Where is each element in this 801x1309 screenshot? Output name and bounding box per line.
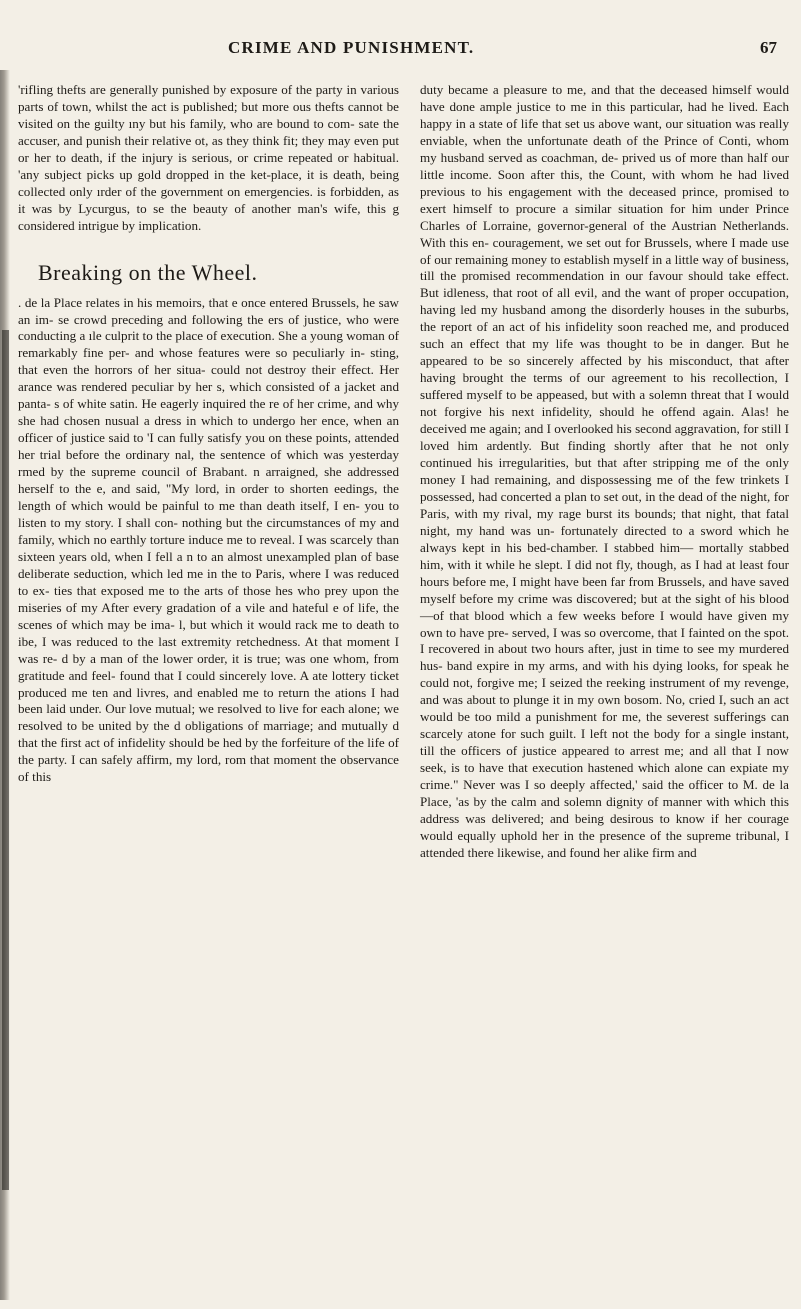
page-number: 67 bbox=[760, 38, 777, 57]
section-heading: Breaking on the Wheel. bbox=[38, 259, 258, 285]
paragraph-continuation: duty became a pleasure to me, and that the deceased himself would have done ample justice to me in this particular, had he lived. Each happy in a state of life that set us above want, our situation was really enviable, when the unfortunate death of the Prince of Conti, whom my husband served as coachman, de- prived us of more than half our little income. Soon after this, the Count, with whom he had lived previous to his engagement with the deceased prince, promised to exert himself to procure a similar situation for him under Prince Charles of Lorraine, governor-general of the Austrian Netherlands. With this en- couragement, we set out for Brussels, where I made use of our remaining money to establish myself in a little way of business, till the promised recommendation in our favour should take effect. But idleness, that root of all evil, and the want of proper occupation, having led my husband among the disorderly houses in the suburbs, the report of an act of his infidelity soon reached me, and produced such an effect that my life was thought to be in danger. But he appeared to be so sincerely affected by his misconduct, that after having brought the terms of our agreement to his recollection, I suffered myself to be appeased, but with a solemn threat that I would not forgive his next infidelity, should he offend again. Alas! he deceived me again; and I overlooked his second aggravation, for still I loved him ardently. But finding shortly after that he not only continued his irregularities, but that after stripping me of the only money I had remaining, and dispossessing me of the few trinkets I possessed, had concerted a plan to set out, in the dead of the night, for Paris, with my rival, my rage burst its bounds; that night, that fatal night, my hand was un- fortunately directed to a sword which he always kept in his bed-chamber. I stabbed him— mortally stabbed him, with it while he slept. I did not fly, though, as I had at least four hours before me, I might have been far from Brussels, and have saved myself before my crime was discovered; but at the sight of his blood—of that blood which a few weeks before I would have given my own to have pre- served, I was so overcome, that I fainted on the spot. I recovered in about two hours after, just in time to see my murdered hus- band expire in my arms, and with his dying looks, for speak he could not, forgive me; I seized the reeking instrument of my revenge, and was about to plunge it in my own bosom. No, cried I, such an act would be too mild a punishment for me, the severest sufferings can scarcely atone for such guilt. I left not the body for a single instant, till the officers of justice appeared to arrest me; and all that I now seek, is to have that execution hastened which alone can expiate my crime." Never was I so deeply affected,' said the officer to M. de la Place, 'as by the calm and solemn dignity of manner with which this address was delivered; and being desirous to know if her courage would equally uphold her in the presence of the supreme tribunal, I attended there likewise, and found her alike firm and bbox=[420, 82, 789, 860]
paragraph-de-la-place: . de la Place relates in his memoirs, that e once entered Brussels, he saw an im- se crowd preceding and following the ers of justice, who were conducting a ıle culprit to the place of execution. She a young woman of remarkably fine per- and whose features were so peculiarly in- sting, that even the horrors of her situa- could not destroy their effect. Her arance was rendered peculiar by her s, which consisted of a jacket and panta- s of white satin. He eagerly inquired the re of her crime, and why she had chosen nusual a dress in which to undergo her ence, when an officer of justice said to 'I can fully satisfy you on these points, attended her trial before the ordinary nal, the sentence of which was yesterday rmed by the supreme council of Brabant. n arraigned, she addressed herself to the e, and said, "My lord, in order to shorten eedings, the length of which would be painful to me than death itself, I en- you to listen to my story. I shall con- nothing but the circumstances of my and family, which no earthly torture induce me to reveal. I was scarcely than sixteen years old, when I fell a n to an almost unexampled plan of base deliberate seduction, which led me in the to Paris, where I was reduced to ex- ties that exposed me to the arts of those hes who prey upon the miseries of my After every gradation of a vile and hateful e of life, the scenes of which may be ima- l, but which it would rack me to death to ibe, I was reduced to the last extremity retchedness. At that moment I was re- d by a man of the lower order, it is true; was one whom, from gratitude and feel- found that I could sincerely love. A ate lottery ticket produced me ten and livres, and enabled me to return the ations I had been laid under. Our love mutual; we resolved to live for each alone; we resolved to be united by the d obligations of marriage; and mutually d that the first act of infidelity should be hed by the forfeiture of the life of the party. I can safely affirm, my lord, rom that moment the observance of this bbox=[18, 294, 399, 785]
page-margin-bar bbox=[2, 330, 9, 1190]
left-column bbox=[18, 82, 399, 786]
paragraph-thefts: 'rifling thefts are generally punished by exposure of the party in various parts of town, whilst the act is published; but more ous thefts cannot be visited on the guilty ıny but his family, who are bound to com- sate the accuser, and punish their relative ot, as they think fit; they may even put or her to death, if the injury is serious, or crime repeated or habitual. 'any subject picks up gold dropped in the ket-place, it is death, being collected only ırder of the government on emergencies. is forbidden, as it was by Lycurgus, to se the beauty of another man's wife, this g considered intrigue by implication. bbox=[18, 82, 399, 233]
running-head: CRIME AND PUNISHMENT. bbox=[228, 38, 475, 57]
page-header bbox=[0, 34, 801, 64]
right-column bbox=[420, 82, 789, 862]
